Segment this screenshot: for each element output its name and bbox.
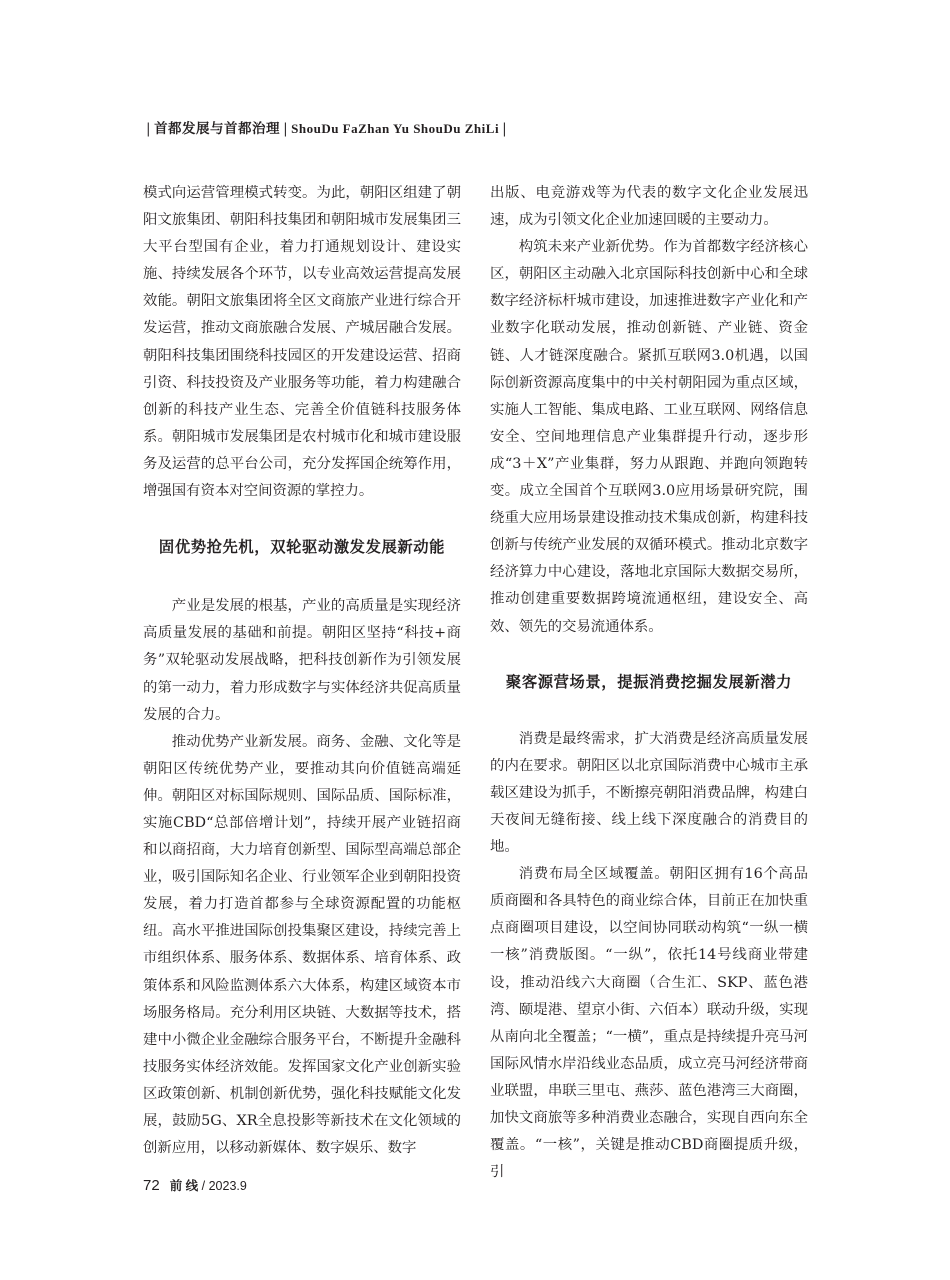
running-header bbox=[143, 117, 510, 137]
paragraph: 消费布局全区域覆盖。朝阳区拥有16个高品质商圈和各具特色的商业综合体，目前正在加快重点商圈项目建设，以空间协同联动构筑“一纵一横一核”消费版图。“一纵”，依托14号线商业带建设，推动沿线六大商圈（合生汇、SKP、蓝色港湾、颐堤港、望京小街、六佰本）联动升级，实现从南向北全覆盖；“一横”，重点是持续提升亮马河国际风情水岸沿线业态品质，成立亮马河经济带商业联盟，串联三里屯、燕莎、蓝色港湾三大商圈，加快文商旅等多种消费业态融合，实现自西向东全覆盖。“一核”，关键是推动CBD商圈提质升级，引 bbox=[490, 866, 808, 1181]
paragraph: 出版、电竞游戏等为代表的数字文化企业发展迅速，成为引领文化企业加速回暖的主要动力。 bbox=[490, 185, 808, 229]
header-divider: | bbox=[502, 121, 508, 137]
paragraph: 推动优势产业新发展。商务、金融、文化等是朝阳区传统优势产业，要推动其向价值链高端延伸。朝阳区对标国际规则、国际品质、国际标准，实施CBD“总部倍增计划”，持续开展产业链招商和以商招商，大力培育创新型、国际型高端总部企业，吸引国际知名企业、行业领军企业到朝阳投资发展，着力打造首都参与全球资源配置的功能枢纽。高水平推进国际创投集聚区建设，持续完善上市组织体系、服务体系、数据体系、培育体系、政策体系和风险监测体系六大体系，构建区域资本市场服务格局。充分利用区块链、大数据等技术，搭建中小微企业金融综合服务平台，不断提升金融科技服务实体经济效能。发挥国家文化产业创新实验区政策创新、机制创新优势，强化科技赋能文化发展，鼓励5G、XR全息投影等新技术在文化领域的创新应用，以移动新媒体、数字娱乐、数字 bbox=[143, 733, 461, 1157]
right-column bbox=[490, 180, 808, 1186]
paragraph: 模式向运营管理模式转变。为此，朝阳区组建了朝阳文旅集团、朝阳科技集团和朝阳城市发展集团三大平台型国有企业，着力打通规划设计、建设实施、持续发展各个环节，以专业高效运营提高发展效能。朝阳文旅集团将全区文商旅产业进行综合开发运营，推动文商旅融合发展、产城居融合发展。朝阳科技集团围绕科技园区的开发建设运营、招商引资、科技投资及产业服务等功能，着力构建融合创新的科技产业生态、完善全价值链科技服务体系。朝阳城市发展集团是农村城市化和城市建设服务及运营的总平台公司，充分发挥国企统筹作用，增强国有资本对空间资源的掌控力。 bbox=[143, 185, 461, 500]
left-column bbox=[143, 180, 461, 1162]
header-divider: | bbox=[146, 121, 152, 137]
paragraph: 消费是最终需求，扩大消费是经济高质量发展的内在要求。朝阳区以北京国际消费中心城市主承载区建设为抓手，不断擦亮朝阳消费品牌，构建白天夜间无缝衔接、线上线下深度融合的消费目的地。 bbox=[490, 730, 808, 856]
journal-name: 前 线 bbox=[169, 1179, 199, 1193]
paragraph: 产业是发展的根基，产业的高质量是实现经济高质量发展的基础和前提。朝阳区坚持“科技+商务”双轮驱动发展战略，把科技创新作为引领发展的第一动力，着力形成数字与实体经济共促高质量发展的合力。 bbox=[143, 598, 461, 723]
issue-number: / 2023.9 bbox=[201, 1179, 247, 1193]
header-title-en: ShouDu FaZhan Yu ShouDu ZhiLi bbox=[291, 121, 500, 136]
page-footer bbox=[143, 1176, 247, 1194]
section-heading: 固优势抢先机，双轮驱动激发发展新动能 bbox=[158, 538, 446, 557]
header-divider: | bbox=[283, 121, 289, 137]
section-heading: 聚客源营场景，提振消费挖掘发展新潜力 bbox=[505, 672, 793, 691]
page-number: 72 bbox=[143, 1177, 160, 1194]
paragraph: 构筑未来产业新优势。作为首都数字经济核心区，朝阳区主动融入北京国际科技创新中心和全球数字经济标杆城市建设，加速推进数字产业化和产业数字化联动发展，推动创新链、产业链、资金链、人才链深度融合。紧抓互联网3.0机遇，以国际创新资源高度集中的中关村朝阳园为重点区域，实施人工智能、集成电路、工业互联网、网络信息安全、空间地理信息产业集群提升行动，逐步形成“3＋X”产业集群，努力从跟跑、并跑向领跑转变。成立全国首个互联网3.0应用场景研究院，围绕重大应用场景建设推动技术集成创新，构建科技创新与传统产业发展的双循环模式。推动北京数字经济算力中心建设，落地北京国际大数据交易所，推动创建重要数据跨境流通枢纽，建设安全、高效、领先的交易流通体系。 bbox=[490, 239, 808, 635]
header-title-cn: 首都发展与首都治理 bbox=[154, 121, 281, 137]
